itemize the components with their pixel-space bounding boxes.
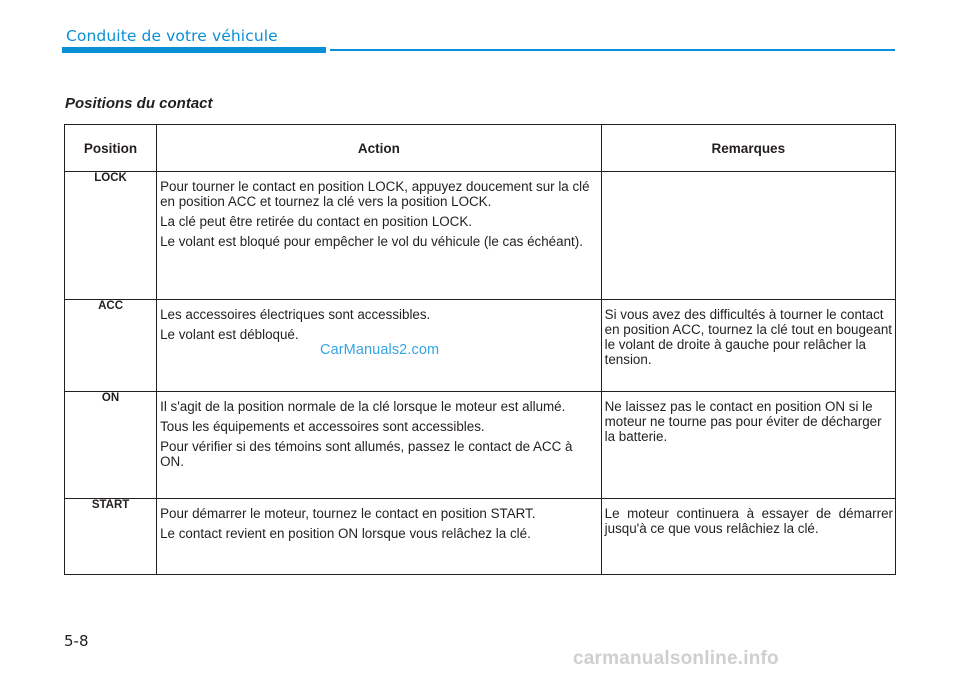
header-position: Position xyxy=(65,125,157,172)
table-row-start xyxy=(65,499,896,575)
action-text: Il s'agit de la position normale de la clé lorsque le moteur est allumé. xyxy=(160,399,566,414)
action-text: Pour tourner le contact en position LOCK, appuyez doucement sur la clé en position ACC et tournez la clé vers la position LOCK. xyxy=(160,179,590,209)
action-cell xyxy=(157,499,602,575)
header-action: Action xyxy=(157,125,602,172)
position-cell: START xyxy=(65,499,157,575)
action-text: Pour démarrer le moteur, tournez le contact en position START. xyxy=(160,506,536,521)
chapter-title: Conduite de votre véhicule xyxy=(66,27,278,45)
position-cell: LOCK xyxy=(65,172,157,300)
remarks-cell xyxy=(601,392,895,499)
header-rule-thin xyxy=(330,49,895,51)
action-cell xyxy=(157,392,602,499)
remarks-text: Ne laissez pas le contact en position ON si le moteur ne tourne pas pour éviter de décharger la batterie. xyxy=(604,399,882,444)
table-row-on xyxy=(65,392,896,499)
page-number: 5-8 xyxy=(64,632,89,650)
remarks-cell xyxy=(601,172,895,300)
ignition-positions-table xyxy=(64,124,896,575)
position-cell: ACC xyxy=(65,300,157,392)
action-text: Tous les équipements et accessoires sont accessibles. xyxy=(160,419,485,434)
remarks-cell xyxy=(601,300,895,392)
remarks-text: Si vous avez des difficultés à tourner le contact en position ACC, tournez la clé tout en bougeant le volant de droite à gauche pour relâcher la tension. xyxy=(604,307,892,367)
remarks-cell xyxy=(601,499,895,575)
table-row-lock xyxy=(65,172,896,300)
action-text: Les accessoires électriques sont accessibles. xyxy=(160,307,431,322)
header-remarks: Remarques xyxy=(601,125,895,172)
watermark-link[interactable]: CarManuals2.com xyxy=(320,342,440,358)
action-text: Le contact revient en position ON lorsque vous relâchez la clé. xyxy=(160,526,531,541)
action-cell xyxy=(157,172,602,300)
action-text: Le volant est débloqué. xyxy=(160,327,299,342)
table-header-row xyxy=(65,125,896,172)
section-title: Positions du contact xyxy=(65,95,213,112)
header-rule-thick xyxy=(62,47,326,53)
position-cell: ON xyxy=(65,392,157,499)
action-text: La clé peut être retirée du contact en position LOCK. xyxy=(160,214,472,229)
footer-watermark: carmanualsonline.info xyxy=(573,648,779,669)
action-text: Le volant est bloqué pour empêcher le vol du véhicule (le cas échéant). xyxy=(160,234,583,249)
action-text: Pour vérifier si des témoins sont allumés, passez le contact de ACC à ON. xyxy=(160,439,573,469)
remarks-text: Le moteur continuera à essayer de démarrer jusqu'à ce que vous relâchiez la clé. xyxy=(604,506,893,536)
table-row-acc xyxy=(65,300,896,392)
